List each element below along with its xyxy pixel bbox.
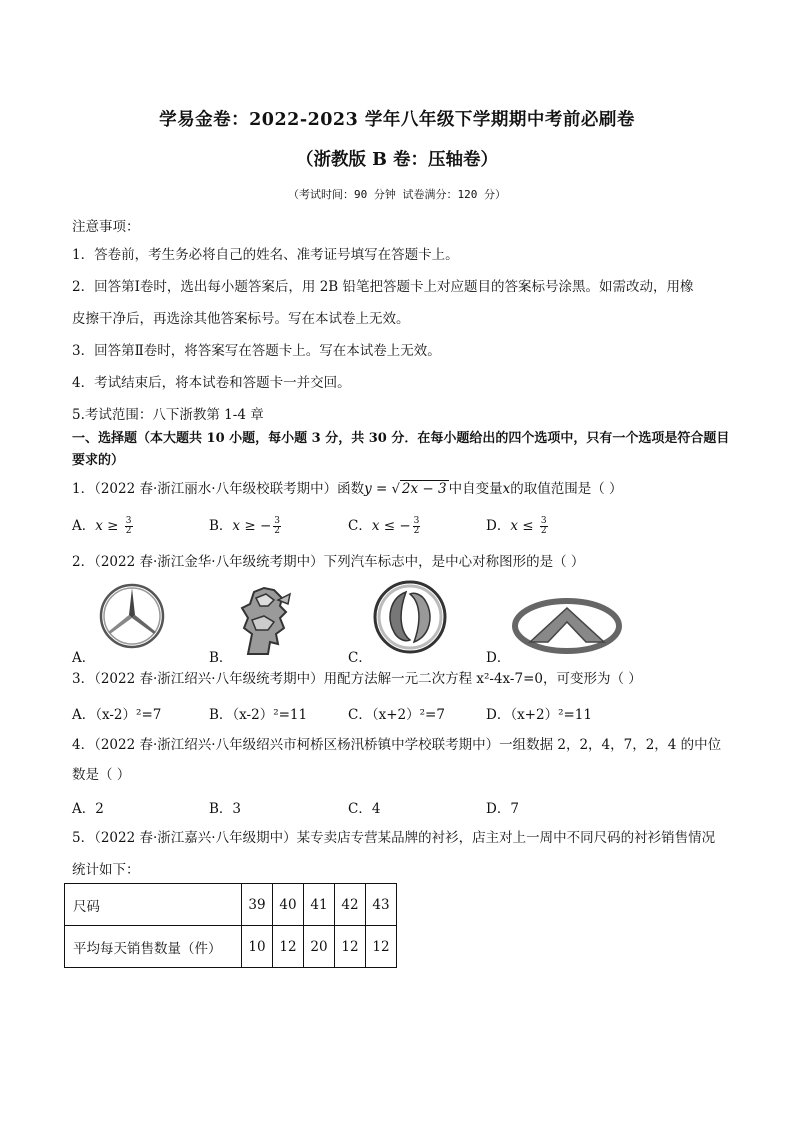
q1-option-b[interactable] xyxy=(209,514,281,536)
q1-radicand: 2x − 3 xyxy=(401,481,447,497)
exam-meta: （考试时间：90 分钟 试卷满分：120 分） xyxy=(288,188,506,201)
page-title: 学易金卷：2022-2023 学年八年级下学期期中考前必刷卷 xyxy=(159,110,635,130)
note-3: 3．回答第Ⅱ卷时，将答案写在答题卡上。写在本试卷上无效。 xyxy=(72,343,441,359)
table-cell: 12 xyxy=(366,926,397,968)
infiniti-logo-icon[interactable] xyxy=(512,598,622,654)
q1-option-b-letter: B． xyxy=(209,518,233,534)
q4-option-a[interactable]: A．2 xyxy=(72,801,104,817)
table-row xyxy=(65,926,397,968)
note-2a: 2．回答第Ⅰ卷时，选出每小题答案后，用 2B 铅笔把答题卡上对应题目的答案标号涂黑。如需改动，用橡 xyxy=(72,279,694,295)
q1-option-d-expr: x ≤ xyxy=(510,518,538,534)
table-cell: 42 xyxy=(335,884,366,926)
q1-option-d[interactable] xyxy=(486,514,548,536)
question-1-options xyxy=(72,514,732,534)
table-cell: 39 xyxy=(242,884,273,926)
question-3-options xyxy=(72,703,732,723)
table-cell: 12 xyxy=(273,926,304,968)
q4-option-c[interactable]: C．4 xyxy=(348,801,381,817)
q2-label-a: A． xyxy=(72,650,96,666)
q1-option-c-letter: C． xyxy=(348,518,372,534)
q1-option-b-expr: x ≥ xyxy=(232,518,260,534)
q2-label-d: D． xyxy=(486,650,511,666)
q1-option-a-num: 3 xyxy=(125,516,132,526)
q1-option-b-den: 2 xyxy=(274,526,280,536)
question-5-stem-a: 5．（2022 春·浙江嘉兴·八年级期中）某专卖店专营某品牌的衬衫，店主对上一周中不同尺码的衬衫销售情况 xyxy=(72,830,716,846)
q3-option-d[interactable]: D．（x+2）²=11 xyxy=(486,707,592,723)
dongfeng-logo-icon[interactable] xyxy=(372,578,448,656)
q1-option-d-den: 2 xyxy=(540,526,547,536)
table-cell: 43 xyxy=(366,884,397,926)
mercedes-logo-icon[interactable] xyxy=(98,582,166,650)
q1-option-c-sign: − xyxy=(399,518,411,534)
table-cell: 10 xyxy=(242,926,273,968)
q1-suffix2: 的取值范围是（ ） xyxy=(510,481,623,497)
note-5: 5.考试范围：八下浙教第 1-4 章 xyxy=(72,407,264,423)
notes-heading: 注意事项： xyxy=(72,219,140,235)
question-4-stem-b: 数是（ ） xyxy=(72,767,131,783)
question-2-logos xyxy=(72,576,732,666)
q1-option-a-frac xyxy=(125,517,133,536)
q1-option-b-num: 3 xyxy=(274,516,280,526)
note-1: 1．答卷前，考生务必将自己的姓名、准考证号填写在答题卡上。 xyxy=(72,247,459,263)
page-subtitle: （浙教版 B 卷：压轴卷） xyxy=(296,150,498,170)
table-cell: 41 xyxy=(304,884,335,926)
q4-option-d[interactable]: D．7 xyxy=(486,801,519,817)
q1-option-a-letter: A． xyxy=(72,518,96,534)
question-5-stem-b: 统计如下： xyxy=(72,862,140,878)
table-row xyxy=(65,884,397,926)
q1-option-c-frac xyxy=(413,517,421,536)
q1-option-d-letter: D． xyxy=(486,518,511,534)
q1-suffix: 中自变量 xyxy=(448,481,503,497)
q3-option-b[interactable]: B．（x-2）²=11 xyxy=(209,707,308,723)
table-cell: 40 xyxy=(273,884,304,926)
q1-option-c[interactable] xyxy=(348,514,420,536)
question-2-stem: 2．（2022 春·浙江金华·八年级统考期中）下列汽车标志中，是中心对称图形的是（ ） xyxy=(72,554,585,570)
q1-option-c-expr: x ≤ xyxy=(371,518,400,534)
note-2b: 皮擦干净后，再选涂其他答案标号。写在本试卷上无效。 xyxy=(72,311,410,327)
q3-option-a[interactable]: A．（x-2）²=7 xyxy=(72,707,162,723)
section-1-heading: 一、选择题（本大题共 10 小题，每小题 3 分，共 30 分．在每小题给出的四个选项中，只有一个选项是符合题目要求的） xyxy=(72,431,730,468)
q1-option-d-num: 3 xyxy=(540,516,547,526)
q2-label-b: B． xyxy=(209,650,233,666)
question-4-stem-a: 4．（2022 春·浙江绍兴·八年级绍兴市柯桥区杨汛桥镇中学校联考期中）一组数据 2，2，4，7，2，4 的中位 xyxy=(72,737,722,753)
question-3-stem: 3．（2022 春·浙江绍兴·八年级统考期中）用配方法解一元二次方程 x²-4x-7=0，可变形为（ ） xyxy=(72,671,642,687)
q1-func-lhs: y = xyxy=(364,481,392,497)
q1-prefix: 1．（2022 春·浙江丽水·八年级校联考期中）函数 xyxy=(72,481,365,497)
q1-option-c-num: 3 xyxy=(413,516,420,526)
q1-option-a-expr: x ≥ xyxy=(95,518,123,534)
q1-option-b-sign: − xyxy=(259,518,272,534)
q1-option-c-den: 2 xyxy=(413,526,420,536)
q1-option-b-frac xyxy=(273,517,281,536)
size-sales-table xyxy=(64,883,397,968)
q1-option-a[interactable] xyxy=(72,514,133,536)
table-cell-sales-head: 平均每天销售数量（件） xyxy=(65,926,242,968)
q4-option-b[interactable]: B．3 xyxy=(209,801,242,817)
question-4-options xyxy=(72,797,732,817)
q3-option-c[interactable]: C．（x+2）²=7 xyxy=(348,707,445,723)
peugeot-lion-logo-icon[interactable] xyxy=(234,584,294,656)
question-1-stem: 1．（2022 春·浙江丽水·八年级校联考期中）函数y = √ 2x − 3 中自变量x的取值范围是（ ） xyxy=(72,481,623,497)
q1-var: x xyxy=(502,481,511,497)
table-cell-size-head: 尺码 xyxy=(65,884,242,926)
q2-label-c: C． xyxy=(348,650,372,666)
table-cell: 20 xyxy=(304,926,335,968)
q1-option-a-den: 2 xyxy=(125,526,132,536)
table-cell: 12 xyxy=(335,926,366,968)
note-4: 4．考试结束后，将本试卷和答题卡一并交回。 xyxy=(72,375,351,391)
q1-option-d-frac xyxy=(540,517,548,536)
